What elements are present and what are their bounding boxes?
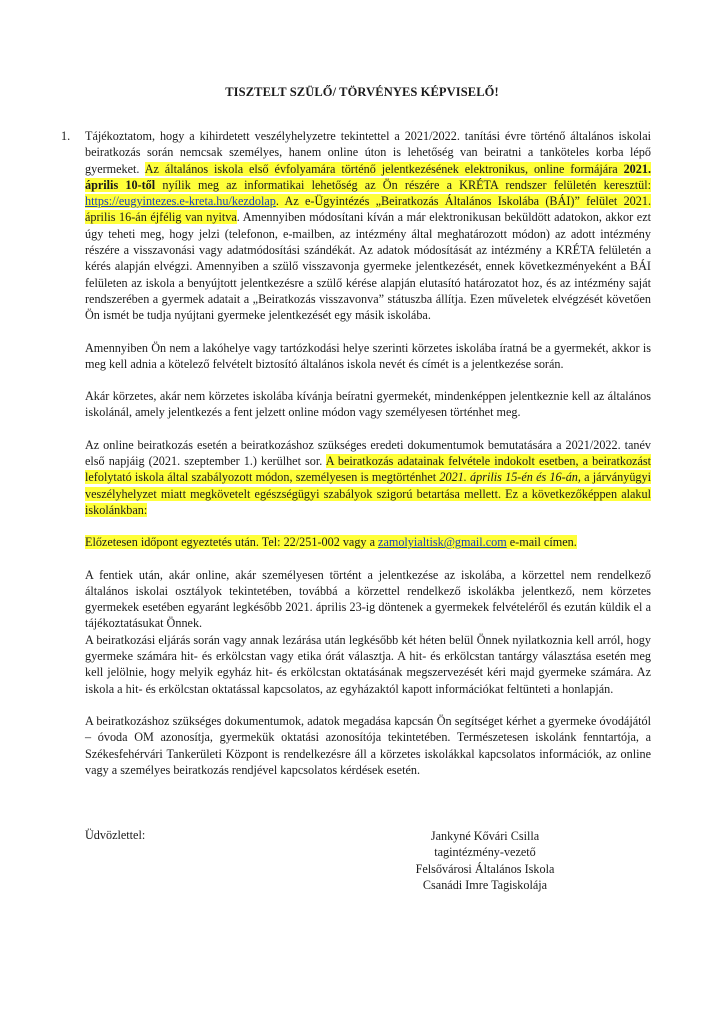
p1-text-2: . Amennyiben módosítani kíván a már elektronikusan beküldött adatokon, akkor ezt úgy teheti meg, hogy jelzi (telefonon, e-mailben, az intézmény által meghatározott módon) az adott intézmény részére a visszavonási vagy adatmódosítási szándékát. Az adatok módosítását az intézmény a KRÉTA felületén a kérés alapján elvégzi. Amennyiben a szülő visszavonja gyermeke jelentkezését, ennek következményeként a BÁI felületen az iskola a benyújtott jelentkezésre a szülő kérése alapján elutasító határozatot hoz, és az intézmény saját rendszerében a gyermek adatait a „Beiratkozás visszavonva” státuszba állítja. Ezen műveletek elvégzését követően Ön ismét be tudja nyújtani gyermeke jelentkezését egy másik iskolába. <box>85 210 651 323</box>
document-body <box>61 128 652 794</box>
p4-highlight-dates: 2021. április 15-én és 16-án, <box>439 470 581 485</box>
p4-text: Az online beiratkozás esetén a beiratkozáshoz szükséges eredeti dokumentumok bemutatására a 2021/2022. tanév első napjáig (2021. szeptember 1.) kerülhet sor. <box>85 437 651 469</box>
email-link[interactable]: zamolyialtisk@gmail.com <box>378 535 507 550</box>
p1-highlight-date: 2021. április 10-től <box>85 161 651 192</box>
item-number: 1. <box>61 129 71 143</box>
paragraph-8: A beiratkozáshoz szükséges dokumentumok, adatok megadása kapcsán Ön segítséget kérhet a gyermeke óvodájától – óvoda OM azonosítja, gyermekük oktatási azonosítója tekintetében. Természetesen iskolánk fenntartója, a Székesfehérvári Tankerületi Központ is rendelkezésre áll a körzetes iskolákkal kapcsolatos információk, az online vagy a személyes beiratkozás rendjével kapcsolatos kérdések esetén. <box>85 713 651 777</box>
signatory-role: tagintézmény-vezető <box>434 845 536 860</box>
paragraph-1 <box>61 128 651 324</box>
p5-text-2: e-mail címen. <box>506 535 577 550</box>
p4-highlight-text-2: a járványügyi veszélyhelyzet miatt megkövetelt egészségügyi szabályok szigorú betartása mellett. Ez a következőképpen alakul iskolánkban: <box>85 470 652 517</box>
signature-block <box>380 828 590 893</box>
paragraph-2: Amennyiben Ön nem a lakóhelye vagy tartózkodási helye szerinti körzetes iskolába íratná be a gyermekét, akkor is meg kell adnia a kötelező felvételt biztosító általános iskola nevét és címét is a jelentkezése során. <box>85 340 651 371</box>
signoff: Üdvözlettel: <box>85 828 146 842</box>
kreta-link[interactable]: https://eugyintezes.e-kreta.hu/kezdolap <box>85 194 276 209</box>
paragraph-3: Akár körzetes, akár nem körzetes iskolába kívánja beíratni gyermekét, mindenképpen jelentkeznie kell az általános iskolánál, amely jelentkezés a fent jelzett online módon vagy személyesen történhet meg. <box>85 389 651 420</box>
signatory-name: Jankyné Kővári Csilla <box>430 829 540 843</box>
paragraph-6: A fentiek után, akár online, akár személyesen történt a jelentkezése az iskolába, a körzettel nem rendelkező általános iskolai osztályok tekintetében, továbbá a körzettel rendelkező iskolákba jelentkező, nem körzetes gyermekek esetében egyaránt legkésőbb 2021. április 23-ig döntenek a gyermekek felvételéről és ezután küldik el a tájékoztatásukat Önnek. <box>85 567 651 631</box>
document-title: TISZTELT SZÜLŐ/ TÖRVÉNYES KÉPVISELŐ! <box>225 85 499 99</box>
p1-highlight-text-3: . Az e-Ügyintézés „Beiratkozás Általános Iskolába (BÁI)” felület 2021. április 16-án éjfélig van nyitva <box>85 194 651 225</box>
p1-text: Tájékoztatom, hogy a kihirdetett veszélyhelyzetre tekintettel a 2021/2022. tanítási évre történő általános iskolai beiratkozás során nemcsak személyes, hanem online úton is lehetőség van beiratni a tanköteles korba lépő gyermeket. <box>85 129 651 176</box>
paragraph-4 <box>85 437 651 518</box>
p5-highlight <box>85 535 577 549</box>
paragraph-5 <box>85 534 651 550</box>
paragraph-7: A beiratkozási eljárás során vagy annak lezárása után legkésőbb két héten belül Önnek nyilatkoznia kell arról, hogy gyermeke számára hit- és erkölcstan vagy etika órát választja. A hit- és erkölcstan tantárgy választása esetén meg kell jelölnie, hogy melyik egyház hit- és erkölcstan oktatásának megszervezését kéri majd gyermeke számára. Az iskola a hit- és erkölcstan oktatással kapcsolatos, az egyházaktól kapott információkat feltünteti a honlapján. <box>85 632 651 696</box>
p5-text: Előzetesen időpont egyeztetés után. Tel: 22/251-002 vagy a <box>85 535 379 550</box>
p1-highlight-text-2: nyílik meg az informatikai lehetőség az Ön részére a KRÉTA rendszer felületén keresztül: <box>155 177 651 192</box>
school-name: Felsővárosi Általános Iskola <box>415 861 555 876</box>
branch-name: Csanádi Imre Tagiskolája <box>422 877 548 892</box>
p1-highlight-text: Az általános iskola első évfolyamára történő jelentkezésének elektronikus, online formájára <box>144 161 624 176</box>
p4-highlight-text: A beiratkozás adatainak felvétele indokolt esetben, a beiratkozást lefolytató iskola által szabályozott módon, személyesen is megtörténhet <box>85 454 651 485</box>
